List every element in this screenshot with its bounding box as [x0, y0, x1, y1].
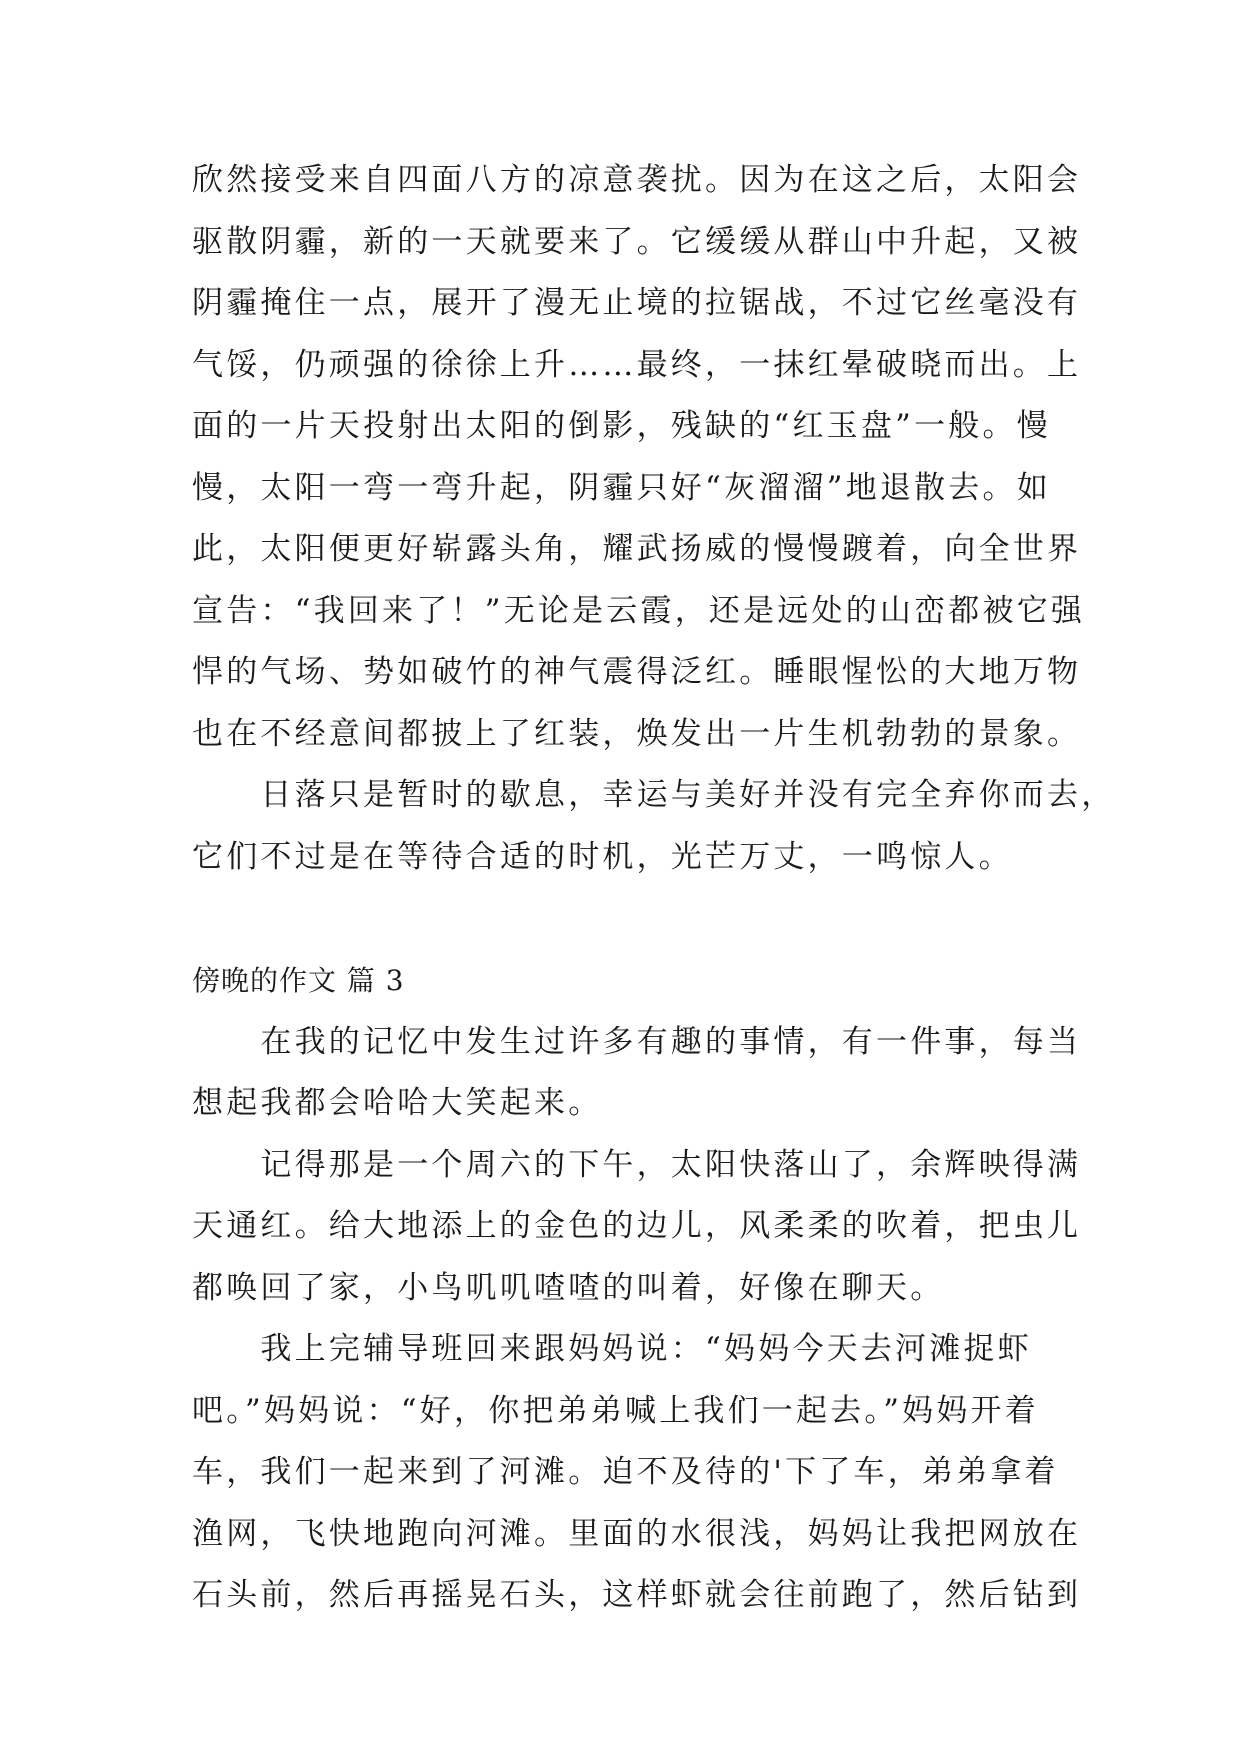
text-line: 石头前，然后再摇晃石头，这样虾就会往前跑了，然后钻到	[192, 1577, 1082, 1613]
text-line: 想起我都会哈哈大笑起来。	[192, 1085, 603, 1121]
text-line: 宣告：“我回来了！”无论是云霞，还是远处的山峦都被它强	[192, 592, 1086, 629]
text-line: 渔网，飞快地跑向河滩。里面的水很浅，妈妈让我把网放在	[192, 1515, 1082, 1552]
text-line: 在我的记忆中发生过许多有趣的事情，有一件事，每当	[192, 1023, 1082, 1060]
text-line: 也在不经意间都披上了红装，焕发出一片生机勃勃的景象。	[192, 715, 1082, 752]
text-line: 悍的气场、势如破竹的神气震得泛红。睡眼惺忪的大地万物	[192, 654, 1082, 690]
section-gap	[192, 888, 1052, 950]
text-line: 日落只是暂时的歇息，幸运与美好并没有完全弃你而去，	[192, 777, 1116, 813]
essay-section-bottom	[192, 1012, 1082, 1627]
text-line: 欣然接受来自四面八方的凉意袭扰。因为在这之后，太阳会	[192, 162, 1082, 198]
text-line: 阴霾掩住一点，展开了漫无止境的拉锯战，不过它丝毫没有	[192, 285, 1082, 321]
text-line: 它们不过是在等待合适的时机，光芒万丈，一鸣惊人。	[192, 838, 1013, 875]
document-page	[192, 150, 1116, 1627]
text-line: 车，我们一起来到了河滩。迫不及待的'下了车，弟弟拿着	[192, 1454, 1059, 1490]
text-line: 慢，太阳一弯一弯升起，阴霾只好“灰溜溜”地退散去。如	[192, 469, 1051, 506]
text-line: 此，太阳便更好崭露头角，耀武扬威的慢慢踱着，向全世界	[192, 531, 1082, 567]
text-line: 吧。”妈妈说：“好，你把弟弟喊上我们一起去。”妈妈开着	[192, 1392, 1039, 1429]
text-line: 记得那是一个周六的下午，太阳快落山了，余辉映得满	[192, 1146, 1082, 1183]
text-line: 都唤回了家，小鸟叽叽喳喳的叫着，好像在聊天。	[192, 1269, 945, 1306]
text-line: 气馁，仍顽强的徐徐上升……最终，一抹红晕破晓而出。上	[192, 346, 1082, 383]
text-line: 驱散阴霾，新的一天就要来了。它缓缓从群山中升起，又被	[192, 223, 1082, 260]
essay-section-top	[192, 150, 1116, 888]
section-heading: 傍晚的作文 篇 3	[192, 964, 405, 997]
text-line: 面的一片天投射出太阳的倒影，残缺的“红玉盘”一般。慢	[192, 408, 1051, 444]
text-line: 天通红。给大地添上的金色的边儿，风柔柔的吹着，把虫儿	[192, 1208, 1082, 1244]
text-line: 我上完辅导班回来跟妈妈说：“妈妈今天去河滩捉虾	[192, 1331, 1032, 1367]
